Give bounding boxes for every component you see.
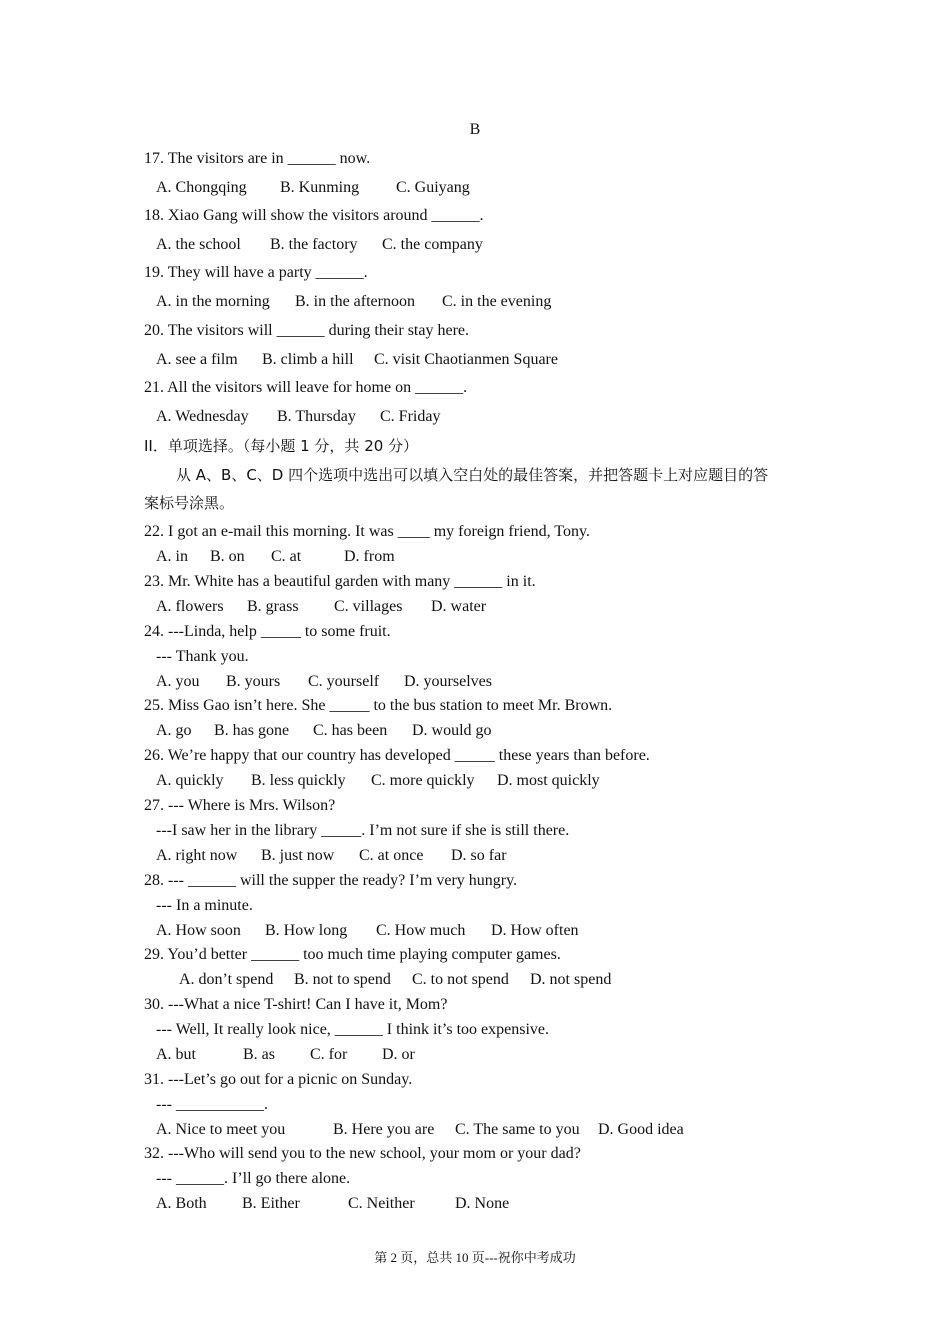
question-stem: 20. The visitors will ______ during their stay here.: [144, 322, 469, 339]
question-stem: 32. ---Who will send you to the new school, your mom or your dad?: [144, 1145, 581, 1162]
part2-instruction-line1: 从 A、B、C、D 四个选项中选出可以填入空白处的最佳答案，并把答题卡上对应题目的答: [176, 466, 769, 484]
dialogue-reply: --- ___________.: [156, 1096, 268, 1113]
option-d: D. would go: [412, 722, 492, 739]
options-row: [156, 407, 440, 427]
options-row: [156, 292, 551, 312]
option-d: D. None: [455, 1195, 510, 1212]
option-b: B. the factory: [270, 236, 358, 253]
part2-instruction-line2: 案标号涂黑。: [144, 494, 235, 512]
option-d: D. most quickly: [497, 772, 600, 789]
option-d: D. How often: [491, 922, 579, 939]
option-a: A. Nice to meet you: [156, 1121, 286, 1138]
option-b: B. Kunming: [280, 179, 360, 196]
option-c: C. Friday: [380, 408, 441, 425]
options-row: [156, 672, 492, 692]
option-d: D. not spend: [530, 971, 612, 988]
option-d: D. water: [431, 598, 487, 615]
question-stem: 21. All the visitors will leave for home on ______.: [144, 379, 468, 396]
dialogue-reply: --- Well, It really look nice, ______ I think it’s too expensive.: [156, 1021, 549, 1038]
option-a: A. Both: [156, 1195, 207, 1212]
option-c: C. at once: [359, 847, 424, 864]
option-c: C. The same to you: [455, 1121, 580, 1138]
option-b: B. less quickly: [251, 772, 346, 789]
option-b: B. climb a hill: [262, 351, 354, 368]
option-a: A. see a film: [156, 351, 238, 368]
option-a: A. quickly: [156, 772, 224, 789]
option-a: A. right now: [156, 847, 238, 864]
option-a: A. the school: [156, 236, 241, 253]
options-row: [156, 771, 600, 791]
question-stem: 25. Miss Gao isn’t here. She _____ to the bus station to meet Mr. Brown.: [144, 697, 613, 714]
option-c: C. villages: [334, 598, 403, 615]
option-b: B. grass: [247, 598, 299, 615]
option-b: B. not to spend: [294, 971, 391, 988]
option-c: C. has been: [313, 722, 388, 739]
option-c: C. to not spend: [412, 971, 509, 988]
options-row: [156, 1194, 509, 1214]
question-stem: 30. ---What a nice T-shirt! Can I have it, Mom?: [144, 996, 448, 1013]
page-footer: 第 2 页，总共 10 页---祝你中考成功: [374, 1250, 576, 1265]
option-c: C. yourself: [308, 673, 380, 690]
option-c: C. for: [310, 1046, 348, 1063]
option-a: A. in: [156, 548, 188, 565]
option-c: C. more quickly: [371, 772, 475, 789]
dialogue-reply: ---I saw her in the library _____. I’m not sure if she is still there.: [156, 822, 570, 839]
option-c: C. at: [271, 548, 302, 565]
option-d: D. or: [382, 1046, 415, 1063]
option-c: C. Neither: [348, 1195, 415, 1212]
option-d: D. yourselves: [404, 673, 492, 690]
options-row: [156, 921, 579, 941]
dialogue-reply: --- ______. I’ll go there alone.: [156, 1170, 351, 1187]
question-stem: 27. --- Where is Mrs. Wilson?: [144, 797, 336, 814]
part2-heading: II．单项选择。（每小题 1 分，共 20 分）: [144, 437, 419, 455]
option-c: C. visit Chaotianmen Square: [374, 351, 558, 368]
option-c: C. the company: [382, 236, 483, 253]
question-stem: 18. Xiao Gang will show the visitors around ______.: [144, 207, 484, 224]
option-b: B. just now: [261, 847, 335, 864]
option-a: A. in the morning: [156, 293, 270, 310]
option-b: B. as: [243, 1046, 275, 1063]
option-a: A. flowers: [156, 598, 224, 615]
options-row: [156, 721, 492, 741]
dialogue-reply: --- In a minute.: [156, 897, 253, 914]
option-b: B. has gone: [214, 722, 290, 739]
option-a: A. How soon: [156, 922, 241, 939]
option-a: A. go: [156, 722, 192, 739]
question-stem: 31. ---Let’s go out for a picnic on Sunday.: [144, 1071, 413, 1088]
option-a: A. Wednesday: [156, 408, 249, 425]
question-stem: 29. You’d better ______ too much time playing computer games.: [144, 946, 561, 963]
options-row: [156, 1045, 415, 1065]
option-b: B. How long: [265, 922, 348, 939]
option-d: D. Good idea: [598, 1121, 684, 1138]
question-stem: 19. They will have a party ______.: [144, 264, 368, 281]
option-b: B. Thursday: [277, 408, 356, 425]
section-b-title: B: [469, 121, 481, 138]
option-b: B. Here you are: [333, 1121, 435, 1138]
question-stem: 26. We’re happy that our country has developed _____ these years than before.: [144, 747, 650, 764]
options-row: [179, 970, 611, 990]
option-d: D. so far: [451, 847, 507, 864]
question-stem: 23. Mr. White has a beautiful garden with many ______ in it.: [144, 573, 536, 590]
option-c: C. How much: [376, 922, 466, 939]
option-b: B. in the afternoon: [295, 293, 415, 310]
options-row: [156, 1120, 684, 1140]
question-stem: 24. ---Linda, help _____ to some fruit.: [144, 623, 391, 640]
question-stem: 22. I got an e-mail this morning. It was ____ my foreign friend, Tony.: [144, 523, 590, 540]
option-c: C. Guiyang: [396, 179, 470, 196]
options-row: [156, 547, 395, 567]
dialogue-reply: --- Thank you.: [156, 648, 249, 665]
option-b: B. on: [210, 548, 245, 565]
option-b: B. Either: [242, 1195, 300, 1212]
options-row: [156, 597, 486, 617]
options-row: [156, 350, 558, 370]
option-c: C. in the evening: [442, 293, 552, 310]
question-stem: 17. The visitors are in ______ now.: [144, 150, 371, 167]
option-a: A. Chongqing: [156, 179, 247, 196]
options-row: [156, 178, 470, 198]
options-row: [156, 846, 507, 866]
option-a: A. you: [156, 673, 200, 690]
option-a: A. but: [156, 1046, 196, 1063]
option-d: D. from: [344, 548, 395, 565]
options-row: [156, 235, 483, 255]
option-b: B. yours: [226, 673, 281, 690]
option-a: A. don’t spend: [179, 971, 274, 988]
question-stem: 28. --- ______ will the supper the ready? I’m very hungry.: [144, 872, 518, 889]
